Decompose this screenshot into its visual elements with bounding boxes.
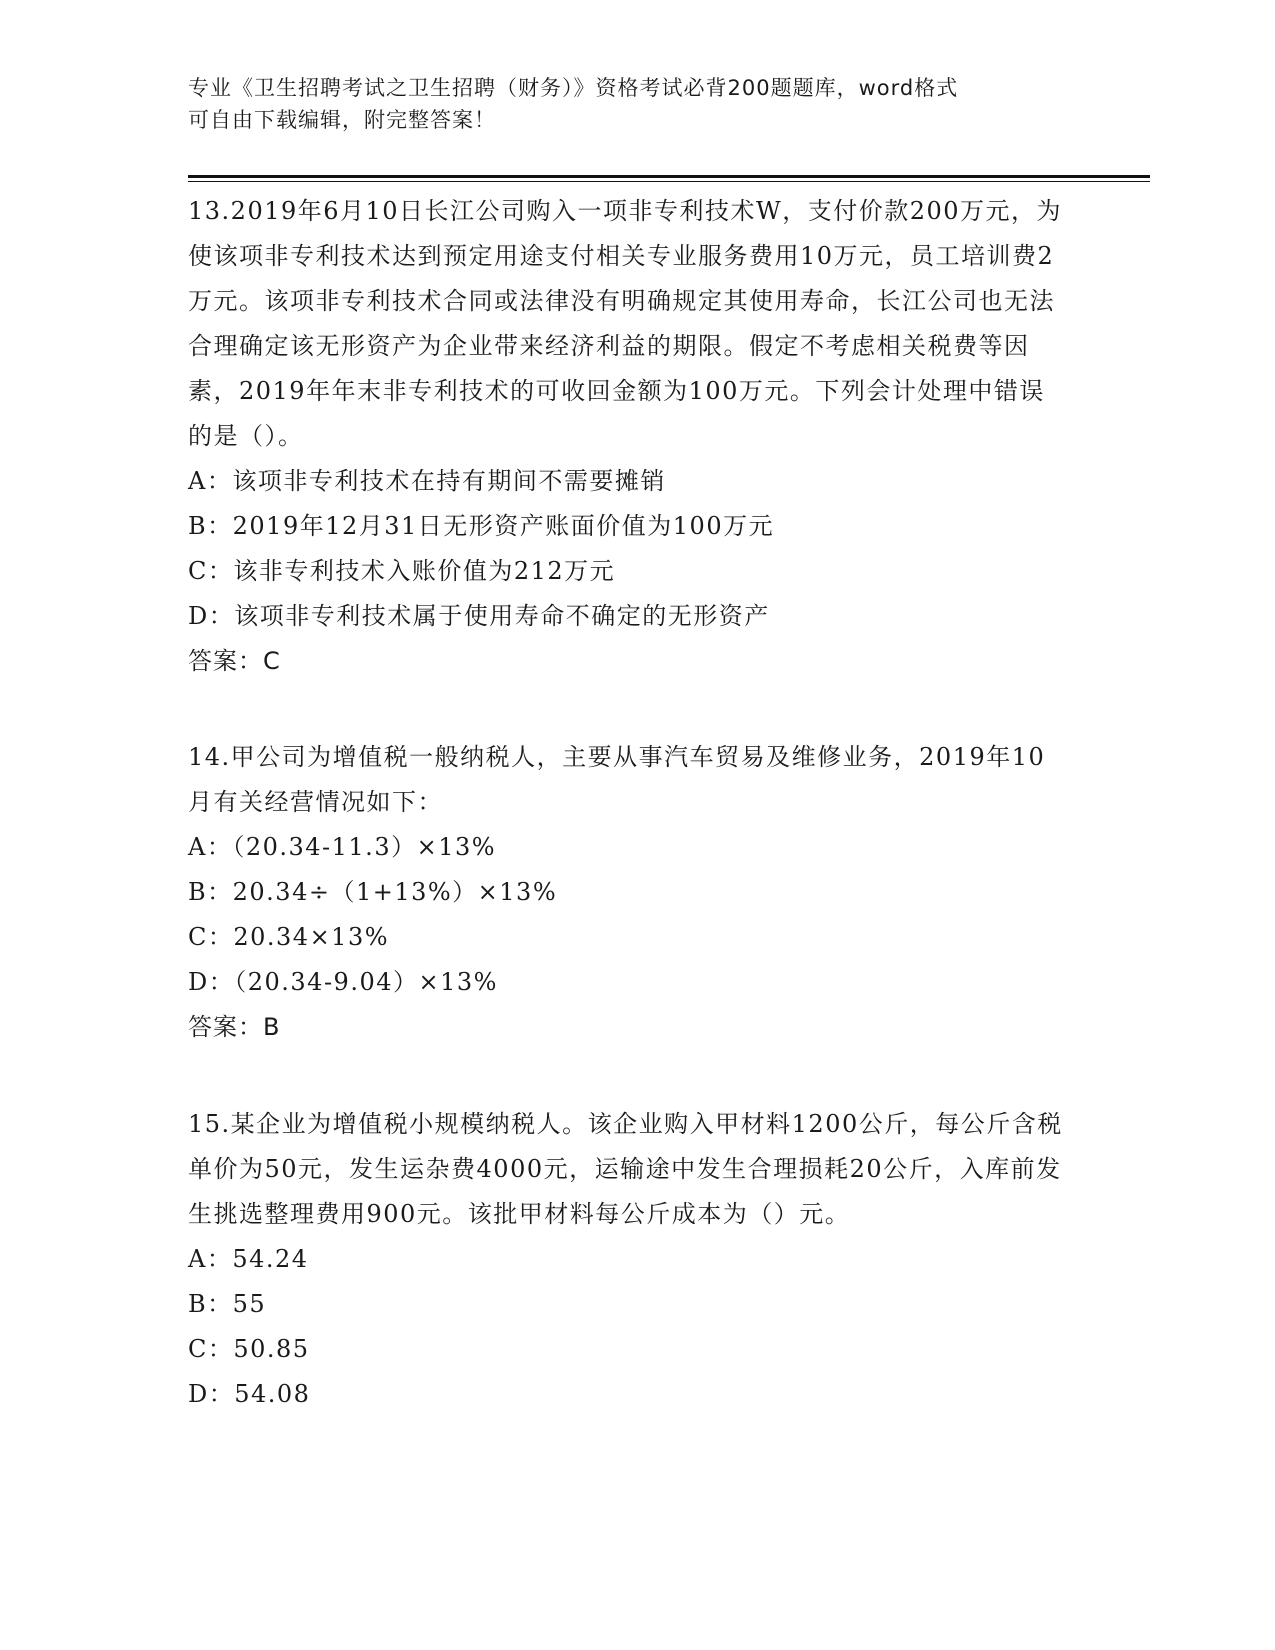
option-b: B：55 <box>188 1290 267 1318</box>
option-a: A：该项非专利技术在持有期间不需要摊销 <box>188 467 666 495</box>
answer-line: 答案：B <box>188 1013 281 1041</box>
option-d: D：该项非专利技术属于使用寿命不确定的无形资产 <box>188 602 770 630</box>
header-line-1: 专业《卫生招聘考试之卫生招聘（财务）》资格考试必背200题题库，word格式 <box>188 76 959 100</box>
option-d: D：（20.34-9.04）×13% <box>188 968 498 996</box>
option-b: B：2019年12月31日无形资产账面价值为100万元 <box>188 512 775 540</box>
question-stem: 15.某企业为增值税小规模纳税人。该企业购入甲材料1200公斤，每公斤含税单价为50元，发生运杂费4000元，运输途中发生合理损耗20公斤，入库前发生挑选整理费用900元。该批甲材料每公斤成本为（）元。 <box>188 1110 1063 1228</box>
header-divider-thick <box>188 175 1150 178</box>
question-stem: 14.甲公司为增值税一般纳税人，主要从事汽车贸易及维修业务，2019年10月有关经营情况如下： <box>188 743 1046 816</box>
option-a: A：（20.34-11.3）×13% <box>188 833 497 861</box>
question-13 <box>188 189 1068 684</box>
question-stem: 13.2019年6月10日长江公司购入一项非专利技术W，支付价款200万元，为使该项非专利技术达到预定用途支付相关专业服务费用10万元，员工培训费2万元。该项非专利技术合同或法律没有明确规定其使用寿命，长江公司也无法合理确定该无形资产为企业带来经济利益的期限。假定不考虑相关税费等因素，2019年年末非专利技术的可收回金额为100万元。下列会计处理中错误的是（）。 <box>188 197 1063 450</box>
option-c: C：20.34×13% <box>188 923 390 951</box>
answer-line: 答案：C <box>188 647 281 675</box>
document-header <box>188 72 1068 136</box>
option-c: C：该非专利技术入账价值为212万元 <box>188 557 616 585</box>
option-b: B：20.34÷（1+13%）×13% <box>188 878 558 906</box>
option-a: A：54.24 <box>188 1245 309 1273</box>
question-14 <box>188 735 1068 1050</box>
header-line-2: 可自由下载编辑，附完整答案！ <box>188 108 496 132</box>
header-divider-thin <box>188 181 1150 182</box>
option-c: C：50.85 <box>188 1335 310 1363</box>
option-d: D：54.08 <box>188 1380 311 1408</box>
question-15 <box>188 1102 1068 1417</box>
